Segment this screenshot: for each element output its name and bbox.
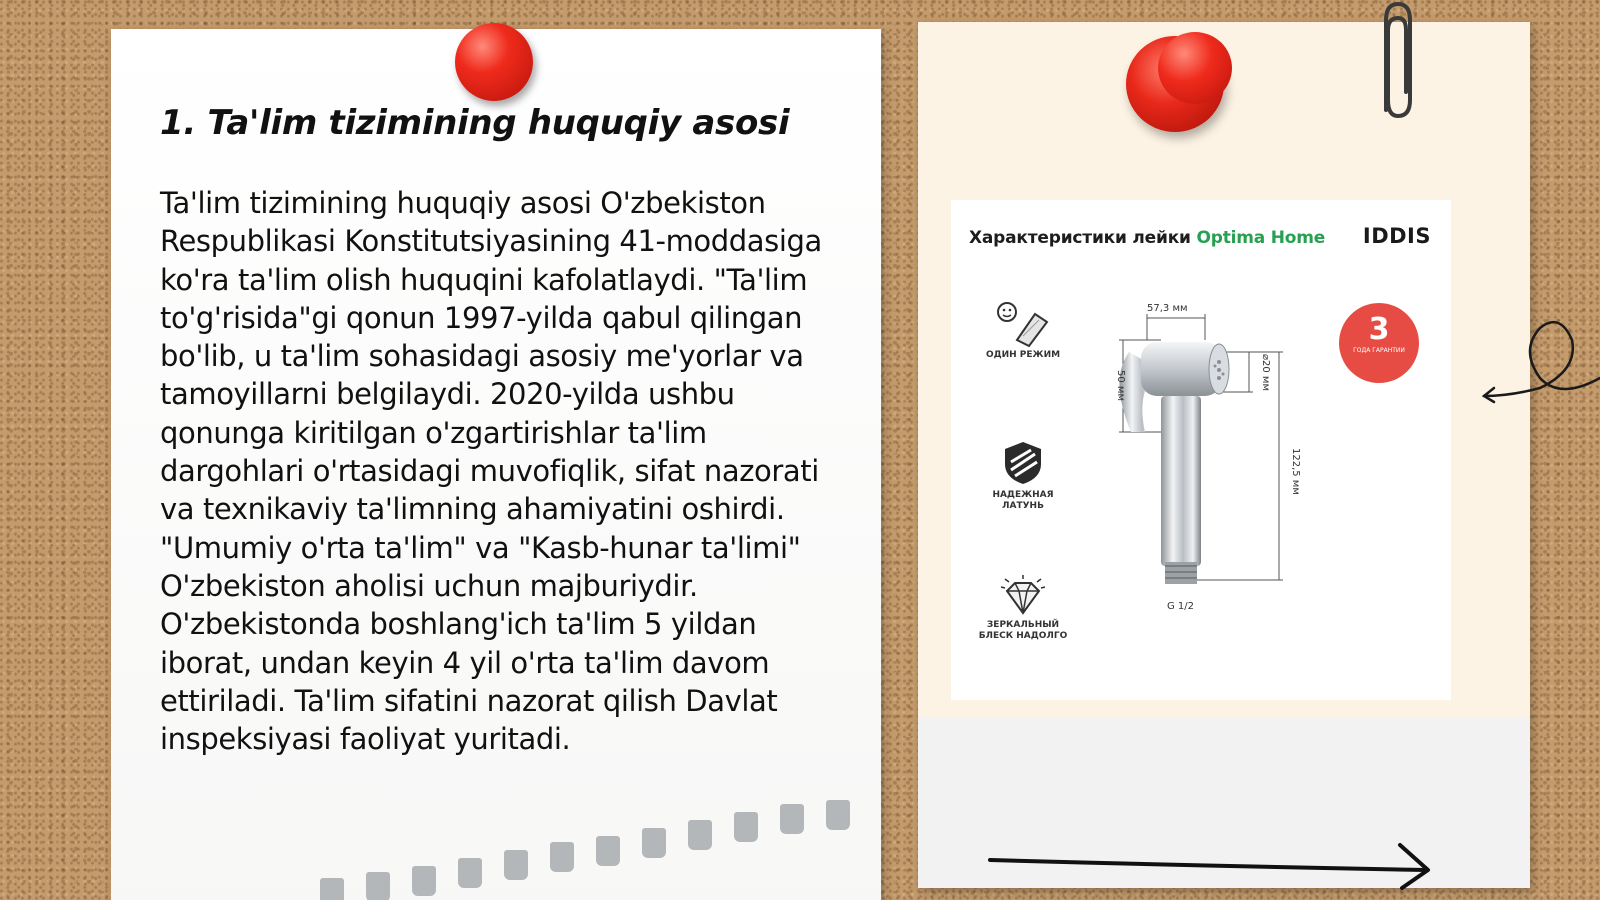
product-image-card [951, 200, 1451, 700]
dimension-thread: G 1/2 [1167, 601, 1195, 612]
product-card-title [969, 228, 1325, 248]
warranty-text: ГОДА ГАРАНТИИ [1353, 347, 1405, 354]
red-pushpin-head-icon [1158, 32, 1232, 104]
product-card-title-accent: Optima Home [1196, 228, 1326, 248]
section-title: 1. Ta'lim tizimining huquqiy asosi [160, 103, 790, 143]
warranty-badge [1339, 303, 1419, 383]
feature-label-mode: ОДИН РЕЖИМ [985, 350, 1061, 360]
paper-clip-icon [1376, 0, 1416, 122]
feature-label-brass: НАДЕЖНАЯ ЛАТУНЬ [992, 490, 1054, 511]
dimension-head-height: 50 мм [1115, 370, 1126, 401]
diamond-icon [999, 575, 1047, 619]
warranty-years: 3 [1368, 312, 1390, 347]
spiral-binding [300, 800, 880, 900]
section-body-text: Ta'lim tizimining huquqiy asosi O'zbekiston Respublikasi Konstitutsiyasining 41-moddasiga ko'ra ta'lim olish huquqini kafolatlaydi. "Ta'lim to'g'risida"gi qonun 1997-yilda qabul qilingan bo'lib, u ta'lim sohasidagi asosiy me'yorlar va tamoyillarni belgilaydi. 2020-yilda ushbu qonunga kiritilgan o'zgartirishlar ta'lim dargohlari o'rtasidagi muvofiqlik, sifat nazorati va texnikaviy ta'limning ahamiyatini oshirdi. "Umumiy o'rta ta'lim" va "Kasb-hunar ta'limi" O'zbekiston aholisi uchun majburiydir. O'zbekistonda boshlang'ich ta'lim 5 yildan iborat, undan keyin 4 yil o'rta ta'lim davom ettiriladi. Ta'lim sifatini nazorat qilish Davlat inspeksiyasi faoliyat yuritadi. [160, 186, 822, 757]
feature-label-shine: ЗЕРКАЛЬНЫЙ БЛЕСК НАДОЛГО [978, 620, 1068, 641]
dimension-diameter: ⌀20 мм [1260, 354, 1271, 392]
product-card-title-prefix: Характеристики лейки [969, 228, 1191, 248]
red-pushpin-icon [455, 23, 533, 101]
curly-arrow-doodle-icon [1480, 300, 1600, 420]
dimension-width: 57,3 мм [1147, 303, 1188, 314]
dimension-length: 122,5 мм [1290, 448, 1301, 495]
brand-logo: IDDIS [1362, 224, 1431, 248]
shower-mode-icon [993, 300, 1053, 348]
bidet-shower-head-illustration [1101, 300, 1321, 620]
shield-icon [1001, 440, 1045, 486]
right-arrow-icon [986, 840, 1446, 890]
